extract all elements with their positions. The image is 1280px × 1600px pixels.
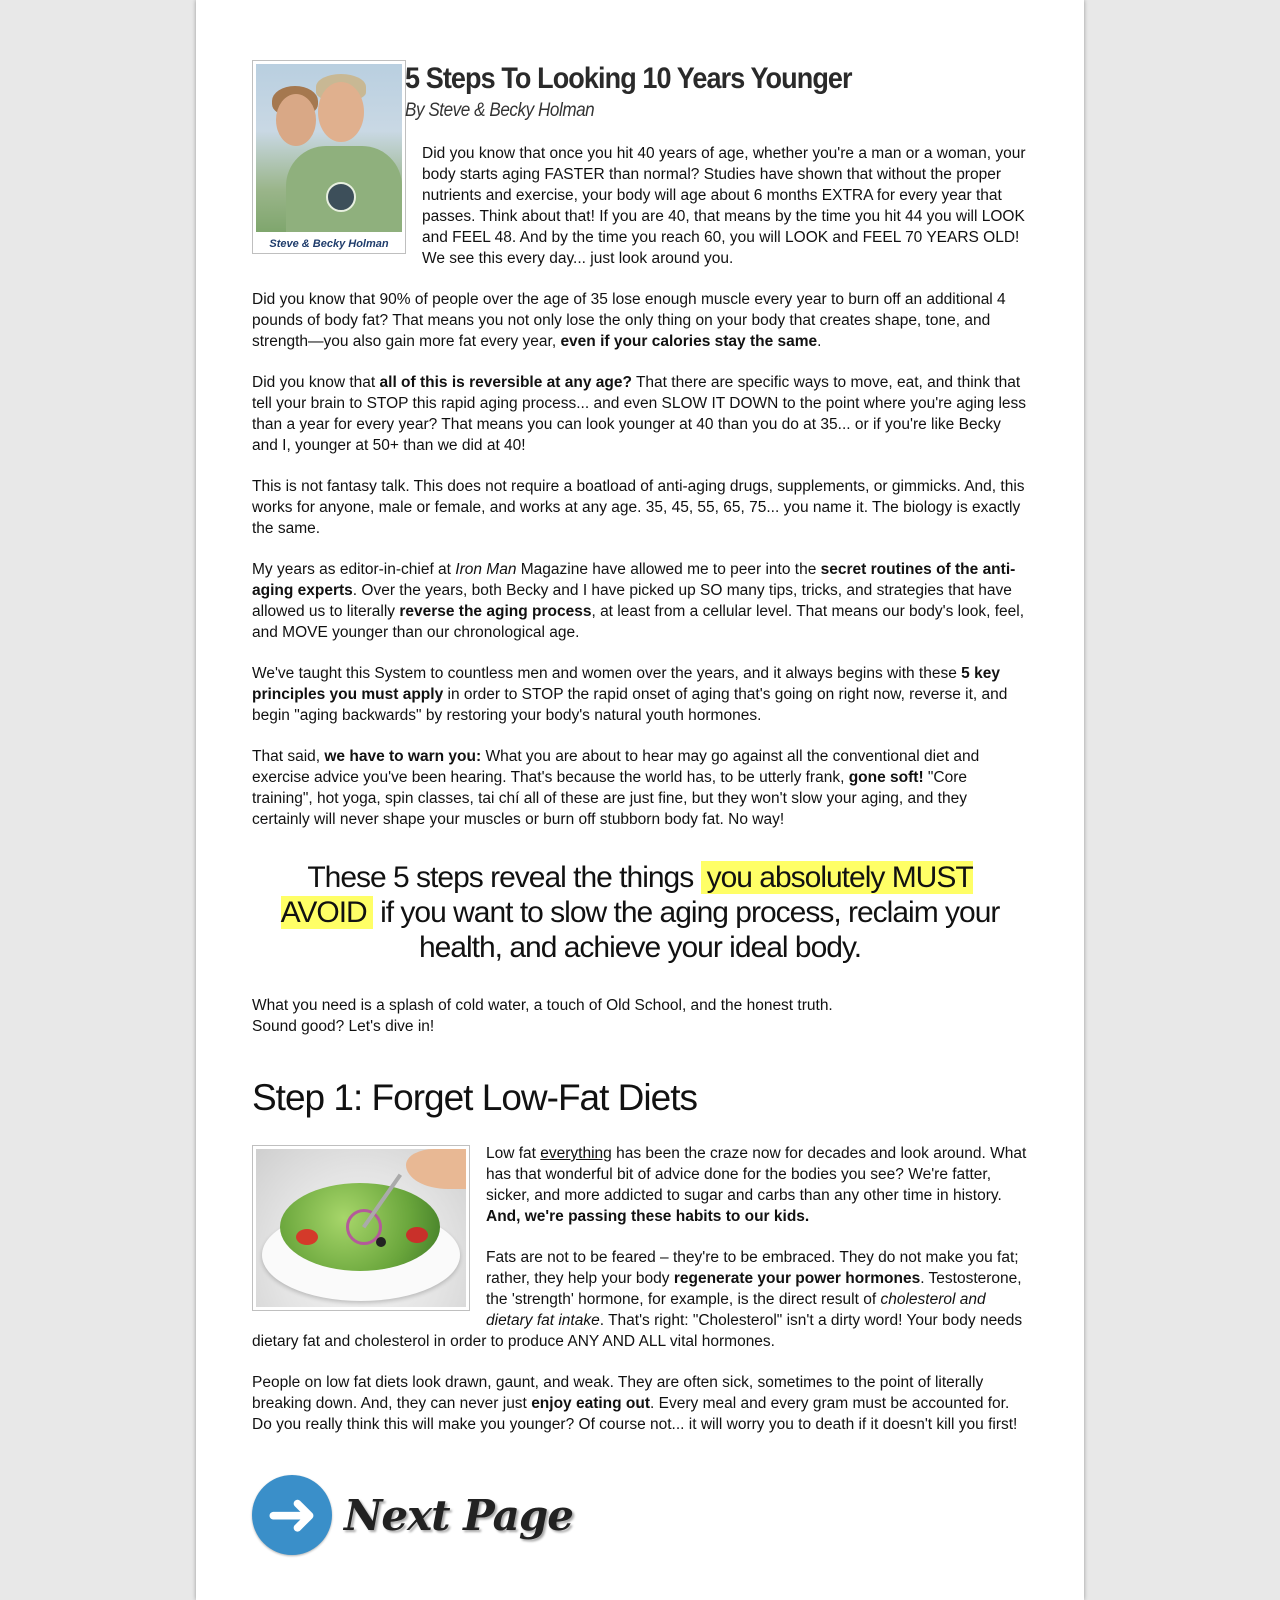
step1-paragraph-low-fat: Low fat everything has been the craze now for decades and look around. What has that wonderful bit of advice done for the bodies you see? We're fatter, sicker, and more addicted to sugar and carbs than any other time in history. And, we're passing these habits to our kids. [486, 1145, 1027, 1225]
salad-photo [252, 1145, 470, 1311]
step-1-heading: Step 1: Forget Low-Fat Diets [252, 1077, 697, 1118]
paragraph-reversible: Did you know that all of this is reversible at any age? That there are specific ways to move, eat, and think that tell your brain to STOP this rapid aging process... and even SLOW IT DOWN to the point where you're aging less than a year for every year? That means you can look younger at 40 than you do at 35... or if you're like Becky and I, younger at 50+ than we did at 40! [252, 374, 1027, 454]
article-content [252, 60, 1028, 1555]
author-photo-caption: Steve & Becky Holman [269, 238, 389, 250]
callout-headline: These 5 steps reveal the things you absolutely MUST AVOID if you want to slow the aging process, reclaim your health, and achieve your ideal body. [280, 861, 1000, 964]
article-page [196, 0, 1084, 1600]
paragraph-warning: That said, we have to warn you: What you are about to hear may go against all the conventional diet and exercise advice you've been hearing. That's because the world has, to be utterly frank, gone soft! "Core training", hot yoga, spin classes, tai chí all of these are just fine, but they won't slow your aging, and they certainly will never shape your muscles or burn off stubborn body fat. No way! [252, 748, 980, 828]
next-page-button[interactable] [252, 1475, 1028, 1555]
paragraph-system: We've taught this System to countless men and women over the years, and it always begins with these 5 key principles you must apply in order to STOP the rapid onset of aging that's going on right now, reverse it, and begin "aging backwards" by restoring your body's natural youth hormones. [252, 665, 1008, 724]
arrow-right-icon[interactable]: ➜ [252, 1475, 332, 1555]
next-page-label[interactable]: Next Page [344, 1490, 573, 1540]
paragraph-iron-man: My years as editor-in-chief at Iron Man Magazine have allowed me to peer into the secret routines of the anti-aging experts. Over the years, both Becky and I have picked up SO many tips, tricks, and strategies that have allowed us to literally reverse the aging process, at least from a cellular level. That means our body's look, feel, and MOVE younger than our chronological age. [252, 561, 1025, 641]
article-title: 5 Steps To Looking 10 Years Younger [405, 62, 852, 95]
step1-paragraph-fats: Fats are not to be feared – they're to be embraced. They do not make you fat; rather, they help your body regenerate your power hormones. Testosterone, the 'strength' hormone, for example, is the direct result of cholesterol and dietary fat intake. That's right: "Cholesterol" isn't a dirty word! Your body needs dietary fat and cholesterol in order to produce ANY AND ALL vital hormones. [252, 1249, 1023, 1350]
paragraph-dive-in: What you need is a splash of cold water, a touch of Old School, and the honest truth. Sound good? Let's dive in! [252, 997, 833, 1035]
intro-paragraph: Did you know that once you hit 40 years of age, whether you're a man or a woman, your body starts aging FASTER than normal? Studies have shown that without the proper nutrients and exercise, your body will age about 6 months EXTRA for every year that passes. Think about that! If you are 40, that means by the time you hit 44 you will LOOK and FEEL 48. And by the time you reach 60, you will LOOK and FEEL 70 YEARS OLD! We see this every day... just look around you. [422, 145, 1026, 267]
callout-highlight: you absolutely MUST AVOID [280, 861, 973, 929]
article-byline: By Steve & Becky Holman [405, 100, 595, 121]
salad-photo-image [256, 1149, 466, 1307]
paragraph-muscle-loss: Did you know that 90% of people over the age of 35 lose enough muscle every year to burn off an additional 4 pounds of body fat? That means you not only lose the only thing on your body that creates shape, tone, and strength—you also gain more fat every year, even if your calories stay the same. [252, 291, 1006, 350]
step1-paragraph-gaunt: People on low fat diets look drawn, gaunt, and weak. They are often sick, sometimes to the point of literally breaking down. And, they can never just enjoy eating out. Every meal and every gram must be accounted for. Do you really think this will make you younger? Of course not... it will worry you to death if it doesn't kill you first! [252, 1374, 1018, 1433]
paragraph-fantasy: This is not fantasy talk. This does not require a boatload of anti-aging drugs, supplements, or gimmicks. And, this works for anyone, male or female, and works at any age. 35, 45, 55, 65, 75... you name it. The biology is exactly the same. [252, 478, 1025, 537]
